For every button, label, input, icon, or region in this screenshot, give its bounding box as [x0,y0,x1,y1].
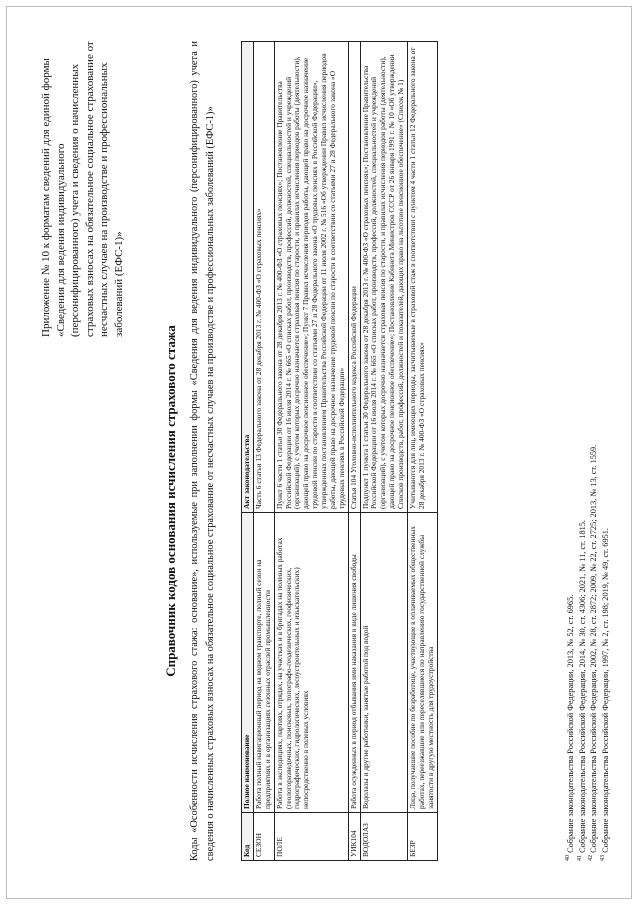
row-name: Водолазы и другие работники, занятые работой под водой [360,513,407,813]
table-row [348,42,360,861]
row-name: Работа полный навигационный период на водном транспорте, полный сезон на предприятиях и в организациях сезонных отраслей промышленности [253,513,274,813]
footnote-mark: 43 [599,855,606,861]
row-code: ПОЛЕ [274,813,348,861]
document-title: Справочник кодов основания исчисления страхового стажа [163,325,178,677]
rotated-content [35,35,627,871]
header-law: Акт законодательства [242,42,254,513]
intro-paragraph: Коды «Особенности исчисления страхового стажа: основание», используемые при заполнении формы «Сведения для ведения индивидуального (персонифицированного) учета и сведения о начисленных страховых взносах на обязательное социальное страхование от несчастных случаев на производстве и профессиональных заболеваний (ЕФС-1)» [189,41,217,861]
row-law: Подпункт 1 пункта 1 статьи 30 Федерального закона от 28 декабря 2013 г. № 400-ФЗ «О страховых пенсиях»; Постановление Правительства Российской Федерации от 16 июля 2014 г. № 665 «О списках работ, производств, профессий, должностей, специальностей и учреждений (организаций), с учетом которых досрочно назначается страховая пенсия по старости, и правилах исчисления периодов работы (деятельности), дающей право на досрочное пенсионное обеспечение»; Постановление Кабинета Министров СССР от 26 января 1991 г. № 10 «Об утверждении Списков производств, работ, профессий, должностей и показателей, дающих право на льготное пенсионное обеспечение» (Список № 1) [360,42,407,513]
row-code: СЕЗОН [253,813,274,861]
footnote-text: Собрание законодательства Российской Федерации, 1997, № 2, ст. 198; 2019, № 49, ст. 6951. [600,528,610,853]
footnote-text: Собрание законодательства Российской Федерации, 2014, № 30, ст. 4306; 2021, № 11, ст. 1815. [577,520,587,853]
table-row [274,42,348,861]
footnote-mark: 42 [588,855,595,861]
header-code: Код [242,813,254,861]
footnote-mark: 41 [576,855,583,861]
row-name: Работа осужденных в период отбывания ими наказания в виде лишения свободы [348,513,360,813]
row-law: Часть 6 статьи 13 Федерального закона от 28 декабря 2013 г. № 400-ФЗ «О страховых пенсиях» [253,42,274,513]
header-name: Полное наименование [242,513,254,813]
row-name: Лица, получавшие пособие по безработице, участвующие в оплачиваемых общественных работах, переезжавшие или переселявшиеся по направлению государственной службы занятости в другую местность для трудоустройства [407,513,437,813]
table-header-row [242,42,254,861]
row-code: БЕЗР [407,813,437,861]
row-code: ВОДОЛАЗ [360,813,407,861]
footnote-mark: 40 [565,855,571,861]
appendix-heading: Приложение № 10 к форматам сведений для единой формы «Сведения для ведения индивидуального (персонифицированного) учета и сведения о начисленных страховых взносах на обязательное социальное страхование от несчастных случаев на производстве и профессиональных заболеваний (ЕФС-1)» [40,41,125,337]
row-law: Статья 104 Уголовно-исполнительного кодекса Российской Федерации [348,42,360,513]
table-row [253,42,274,861]
footnote [600,41,612,861]
footnote [577,41,589,861]
footnotes [565,41,611,861]
table-row [407,42,437,861]
row-code: УИК104 [348,813,360,861]
footnote [588,41,600,861]
row-name: Работа в экспедициях, партиях, отрядах, на участках и в бригадах на полевых работах (геологоразведочных, поисковых, топографо-геодезических, геофизических, гидрографических, гидрологических, лесоустроительных и изыскательских) непосредственно в полевых условиях [274,513,348,813]
footnote-text: Собрание законодательства Российской Федерации, 2013, № 52, ст. 6965. [565,594,575,853]
row-law: Учитываются для лиц, имеющих периоды, засчитываемые в страховой стаж в соответствии с пунктом 4 части 1 статьи 12 Федерального закона от 28 декабря 2013 г. № 400-ФЗ «О страховых пенсиях» [407,42,437,513]
footnote-text: Собрание законодательства Российской Федерации, 2002, № 28, ст. 2872; 2009, № 22, ст. 2725; 2013, № 13, ст. 1559. [588,444,598,853]
footnote [565,41,577,861]
table-row [360,42,407,861]
codes-table [241,41,438,861]
scanned-page [6,6,632,899]
row-law: Пункт 6 части 1 статьи 30 Федерального закона от 28 декабря 2013 г. № 400-ФЗ «О страховых пенсиях»; Постановление Правительства Российской Федерации от 16 июля 2014 г. № 665 «О списках работ, производств, профессий, должностей, специальностей и учреждений (организаций), с учетом которых досрочно назначается страховая пенсия по старости, и правилах исчисления периодов работы (деятельности), дающей право на досрочное пенсионное обеспечение»; Пункт 7 Правил исчисления периодов работы, дающей право на досрочное назначение трудовой пенсии по старости в соответствии со статьями 27 и 28 Федерального закона «О трудовых пенсиях в Российской Федерации», утвержденных постановлением Правительства Российской Федерации от 11 июля 2002 г. № 516 «Об утверждении Правил исчисления периодов работы, дающей право на досрочное назначение трудовой пенсии по старости в соответствии со статьями 27 и 28 Федерального закона «О трудовых пенсиях в Российской Федерации» [274,42,348,513]
